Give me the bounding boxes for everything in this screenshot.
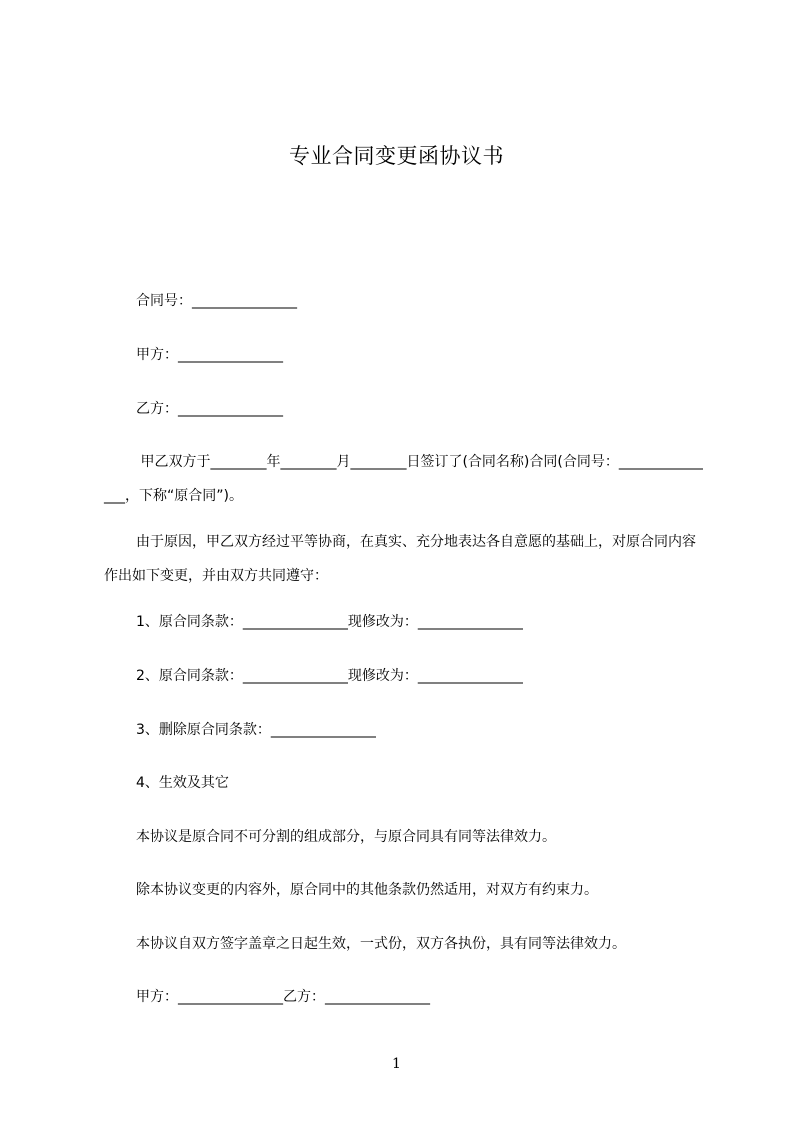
reason-paragraph: 由于原因，甲乙双方经过平等协商，在真实、充分地表达各自意愿的基础上，对原合同内容作出如下变更，并由双方共同遵守：: [104, 534, 696, 584]
amendment-item-4: 4、生效及其它: [136, 775, 229, 791]
amendment-item-3: 3、删除原合同条款：_______________: [136, 722, 376, 738]
intro-paragraph: 甲乙双方于________年________月________日签订了(合同名称)合同(合同号：_______________，下称“原合同”)。: [104, 454, 703, 504]
signature-line: 甲方：_______________乙方：_______________: [136, 989, 430, 1005]
page-number: 1: [392, 1056, 401, 1072]
clause-validity: 本协议是原合同不可分割的组成部分，与原合同具有同等法律效力。: [136, 829, 556, 845]
clause-effective-date: 本协议自双方签字盖章之日起生效，一式份，双方各执份，具有同等法律效力。: [136, 936, 626, 952]
party-a-line: 甲方：_______________: [136, 347, 283, 363]
contract-number-line: 合同号：_______________: [136, 293, 297, 309]
party-b-line: 乙方：_______________: [136, 401, 283, 417]
document-title: 专业合同变更函协议书: [289, 144, 504, 168]
amendment-item-2: 2、原合同条款：_______________现修改为：_______________: [136, 668, 523, 684]
amendment-item-1: 1、原合同条款：_______________现修改为：_______________: [136, 614, 523, 630]
clause-remaining-terms: 除本协议变更的内容外，原合同中的其他条款仍然适用，对双方有约束力。: [136, 882, 598, 898]
